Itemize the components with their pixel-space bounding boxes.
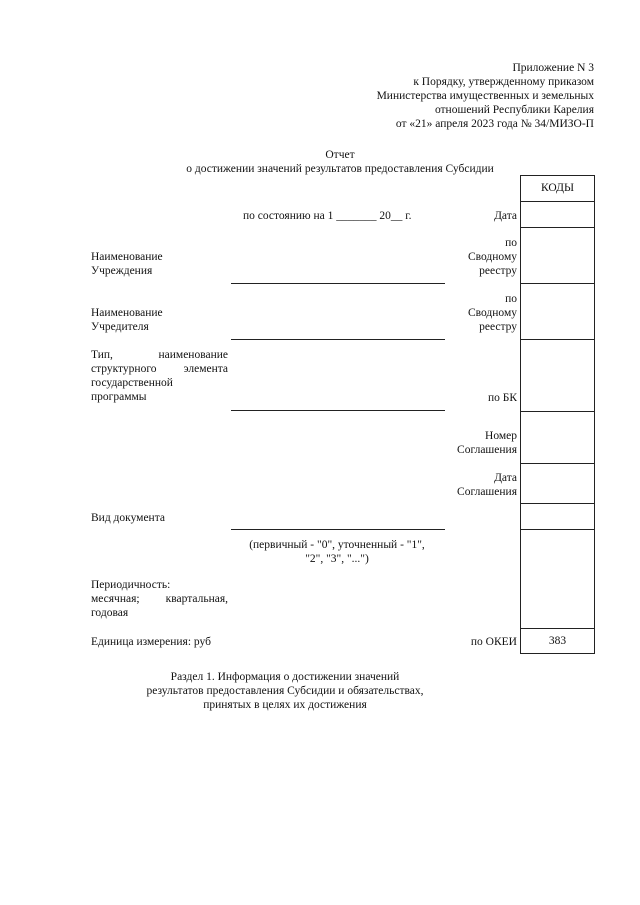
code-date-field[interactable] bbox=[520, 201, 595, 228]
as-of-date: по состоянию на 1 _______ 20__ г. bbox=[243, 210, 412, 222]
institution-registry-line-1: по bbox=[505, 237, 517, 249]
founder-registry-line-2: Сводному bbox=[467, 307, 517, 319]
institution-label-line-1: Наименование bbox=[91, 251, 163, 263]
founder-input-line[interactable] bbox=[231, 339, 445, 340]
unit-label: Единица измерения: руб bbox=[91, 636, 211, 648]
code-okei-cell bbox=[520, 628, 595, 654]
agreement-number-line-2: Соглашения bbox=[457, 444, 517, 456]
codes-header-cell bbox=[520, 175, 595, 202]
doc-type-input-line[interactable] bbox=[231, 529, 445, 530]
founder-registry-label bbox=[440, 292, 517, 334]
code-institution-registry-field[interactable] bbox=[520, 227, 595, 284]
periodicity-line-1: Периодичность: bbox=[91, 579, 171, 591]
agreement-date-line-1: Дата bbox=[494, 472, 517, 484]
appendix-header bbox=[300, 61, 594, 131]
institution-registry-line-3: реестру bbox=[479, 265, 517, 277]
program-label-line-4: программы bbox=[91, 391, 147, 403]
doc-type-label: Вид документа bbox=[91, 512, 165, 524]
periodicity-line-3: годовая bbox=[91, 607, 129, 619]
periodicity-label bbox=[91, 578, 228, 620]
appendix-line-2: к Порядку, утвержденному приказом bbox=[413, 76, 594, 88]
appendix-line-4: отношений Республики Карелия bbox=[434, 104, 594, 116]
code-doc-type-field[interactable] bbox=[520, 503, 595, 530]
agreement-number-label bbox=[430, 429, 517, 457]
program-label-line-2: структурного элемента bbox=[91, 363, 228, 375]
bk-label: по БК bbox=[487, 392, 517, 404]
founder-label-line-1: Наименование bbox=[91, 307, 163, 319]
code-periodicity-field[interactable] bbox=[520, 529, 595, 629]
institution-label bbox=[91, 250, 163, 278]
institution-input-line[interactable] bbox=[231, 283, 445, 284]
periodicity-line-2: месячная; квартальная, bbox=[91, 593, 228, 605]
doc-type-hint-line-2: "2", "3", "...") bbox=[305, 553, 369, 565]
section-heading-line-2: результатов предоставления Субсидии и обязательствах, bbox=[146, 685, 424, 697]
program-label-line-3: государственной bbox=[91, 377, 173, 389]
founder-label bbox=[91, 306, 163, 334]
founder-registry-line-3: реестру bbox=[479, 321, 517, 333]
section-heading bbox=[110, 670, 460, 712]
program-label bbox=[91, 348, 228, 404]
agreement-date-line-2: Соглашения bbox=[457, 486, 517, 498]
institution-registry-line-2: Сводному bbox=[467, 251, 517, 263]
code-founder-registry-field[interactable] bbox=[520, 283, 595, 340]
okei-code: 383 bbox=[548, 635, 567, 647]
appendix-line-3: Министерства имущественных и земельных bbox=[376, 90, 594, 102]
report-subtitle: о достижении значений результатов предоставления Субсидии bbox=[186, 163, 494, 175]
code-agreement-date-field[interactable] bbox=[520, 463, 595, 504]
date-label: Дата bbox=[494, 210, 517, 222]
appendix-line-1: Приложение N 3 bbox=[512, 62, 594, 74]
founder-registry-line-1: по bbox=[505, 293, 517, 305]
doc-type-hint-line-1: (первичный - "0", уточненный - "1", bbox=[249, 539, 425, 551]
okei-label: по ОКЕИ bbox=[470, 636, 517, 648]
doc-type-hint bbox=[224, 538, 450, 566]
code-agreement-number-field[interactable] bbox=[520, 411, 595, 464]
section-heading-line-1: Раздел 1. Информация о достижении значений bbox=[170, 671, 400, 683]
agreement-date-label bbox=[430, 471, 517, 499]
institution-registry-label bbox=[440, 236, 517, 278]
appendix-line-5: от «21» апреля 2023 года № 34/МИЗО-П bbox=[395, 118, 594, 130]
agreement-number-line-1: Номер bbox=[485, 430, 517, 442]
code-bk-field[interactable] bbox=[520, 339, 595, 412]
codes-header: КОДЫ bbox=[541, 182, 574, 194]
section-heading-line-3: принятых в целях их достижения bbox=[203, 699, 367, 711]
program-label-line-1: Тип, наименование bbox=[91, 349, 228, 361]
report-title: Отчет bbox=[325, 149, 355, 161]
institution-label-line-2: Учреждения bbox=[91, 265, 153, 277]
founder-label-line-2: Учредителя bbox=[91, 321, 149, 333]
program-input-line[interactable] bbox=[231, 410, 445, 411]
